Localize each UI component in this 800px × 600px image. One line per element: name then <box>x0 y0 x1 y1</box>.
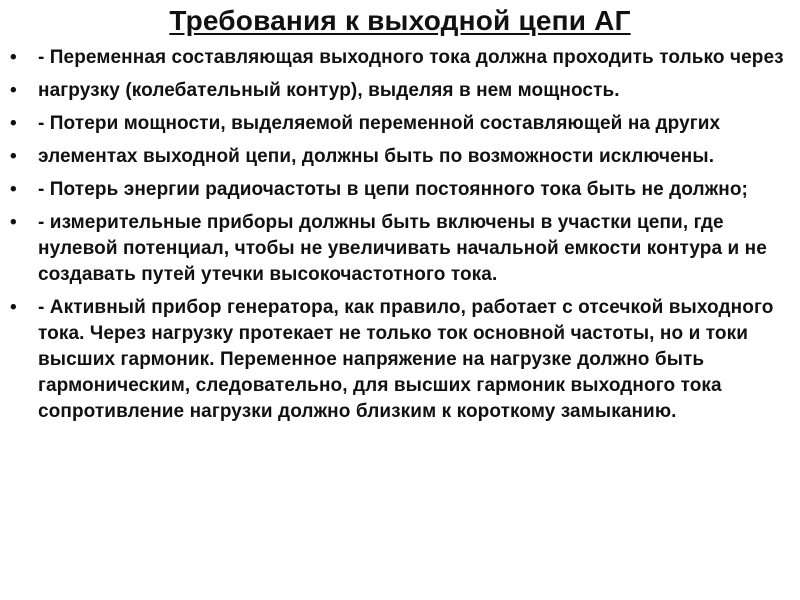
bullet-item <box>0 177 800 203</box>
bullet-dot-icon: • <box>10 297 17 318</box>
bullet-text: - Активный прибор генератора, как правило, работает с отсечкой выходного тока. Через нагрузку протекает не только ток основной частоты, но и токи высших гармоник. Переменное напряжение на нагрузке должно быть гармоническим, следовательно, для высших гармоник выходного тока сопротивление нагрузки должно близким к короткому замыканию. <box>38 297 774 422</box>
bullet-item <box>0 111 800 137</box>
bullet-text: - Потерь энергии радиочастоты в цепи постоянного тока быть не должно; <box>38 179 748 200</box>
bullet-text: элементах выходной цепи, должны быть по возможности исключены. <box>38 146 715 167</box>
bullet-item <box>0 45 800 71</box>
bullet-list <box>0 45 800 432</box>
bullet-item <box>0 78 800 104</box>
bullet-dot-icon: • <box>10 212 17 233</box>
bullet-dot-icon: • <box>10 47 17 68</box>
bullet-dot-icon: • <box>10 80 17 101</box>
slide-title: Требования к выходной цепи АГ <box>169 5 631 36</box>
bullet-dot-icon: • <box>10 146 17 167</box>
bullet-item <box>0 210 800 288</box>
bullet-text: - Потери мощности, выделяемой переменной составляющей на других <box>38 113 721 134</box>
bullet-item <box>0 295 800 425</box>
bullet-dot-icon: • <box>10 179 17 200</box>
bullet-item <box>0 144 800 170</box>
bullet-text: - Переменная составляющая выходного тока должна проходить только через <box>38 47 784 68</box>
bullet-text: - измерительные приборы должны быть включены в участки цепи, где нулевой потенциал, чтобы не увеличивать начальной емкости контура и не создавать путей утечки высокочастотного тока. <box>38 212 767 285</box>
bullet-dot-icon: • <box>10 113 17 134</box>
bullet-text: нагрузку (колебательный контур), выделяя в нем мощность. <box>38 80 620 101</box>
